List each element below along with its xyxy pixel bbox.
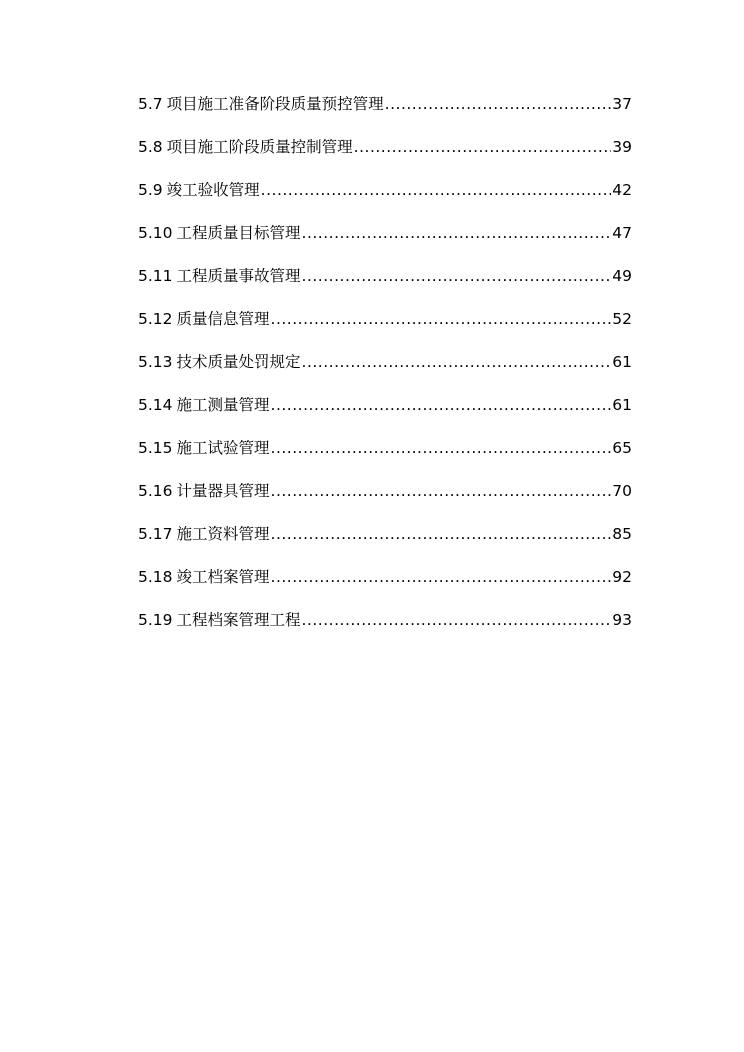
toc-entry-page: 39 [612, 138, 632, 156]
toc-entry-5-12[interactable] [138, 307, 632, 350]
toc-entry-title: 项目施工准备阶段质量预控管理 [166, 95, 384, 113]
toc-entry-5-18[interactable] [138, 565, 632, 608]
toc-entry-number: 5.14 [138, 396, 173, 414]
toc-entry-number: 5.16 [138, 482, 173, 500]
toc-dot-leader [271, 565, 612, 589]
toc-entry-page: 42 [612, 181, 632, 199]
toc-entry-title: 竣工档案管理 [176, 568, 270, 586]
toc-entry-page: 37 [612, 95, 632, 113]
toc-entry-page: 65 [612, 439, 632, 457]
toc-entry-title: 工程档案管理工程 [176, 611, 301, 629]
table-of-contents [138, 92, 632, 651]
toc-dot-leader [271, 479, 612, 503]
toc-dot-leader [302, 221, 612, 245]
toc-dot-leader [302, 350, 612, 374]
toc-entry-number: 5.12 [138, 310, 173, 328]
toc-dot-leader [302, 264, 612, 288]
toc-dot-leader [354, 135, 612, 159]
toc-entry-number: 5.8 [138, 138, 163, 156]
toc-entry-number: 5.19 [138, 611, 173, 629]
toc-entry-title: 竣工验收管理 [166, 181, 260, 199]
toc-entry-title: 施工试验管理 [176, 439, 270, 457]
toc-entry-5-16[interactable] [138, 479, 632, 522]
toc-entry-page: 52 [612, 310, 632, 328]
toc-dot-leader [271, 307, 612, 331]
toc-entry-page: 85 [612, 525, 632, 543]
toc-entry-5-10[interactable] [138, 221, 632, 264]
toc-entry-title: 工程质量事故管理 [176, 267, 301, 285]
toc-entry-title: 质量信息管理 [176, 310, 270, 328]
toc-dot-leader [385, 92, 612, 116]
toc-entry-page: 61 [612, 396, 632, 414]
toc-entry-5-11[interactable] [138, 264, 632, 307]
toc-entry-page: 93 [612, 611, 632, 629]
toc-dot-leader [302, 608, 612, 632]
toc-entry-number: 5.9 [138, 181, 163, 199]
toc-entry-page: 61 [612, 353, 632, 371]
toc-entry-title: 工程质量目标管理 [176, 224, 301, 242]
toc-entry-5-17[interactable] [138, 522, 632, 565]
toc-entry-number: 5.13 [138, 353, 173, 371]
toc-entry-5-19[interactable] [138, 608, 632, 651]
toc-entry-title: 计量器具管理 [176, 482, 270, 500]
toc-dot-leader [271, 393, 612, 417]
toc-dot-leader [271, 436, 612, 460]
toc-entry-page: 92 [612, 568, 632, 586]
toc-entry-number: 5.18 [138, 568, 173, 586]
toc-entry-title: 项目施工阶段质量控制管理 [166, 138, 353, 156]
toc-entry-number: 5.15 [138, 439, 173, 457]
toc-entry-5-7[interactable] [138, 92, 632, 135]
toc-entry-page: 49 [612, 267, 632, 285]
toc-entry-title: 技术质量处罚规定 [176, 353, 301, 371]
toc-entry-page: 47 [612, 224, 632, 242]
toc-entry-title: 施工资料管理 [176, 525, 270, 543]
toc-entry-5-13[interactable] [138, 350, 632, 393]
toc-entry-5-8[interactable] [138, 135, 632, 178]
toc-entry-number: 5.10 [138, 224, 173, 242]
toc-entry-number: 5.17 [138, 525, 173, 543]
toc-dot-leader [271, 522, 612, 546]
toc-dot-leader [261, 178, 612, 202]
toc-entry-5-9[interactable] [138, 178, 632, 221]
toc-entry-number: 5.7 [138, 95, 163, 113]
toc-entry-title: 施工测量管理 [176, 396, 270, 414]
toc-entry-page: 70 [612, 482, 632, 500]
toc-entry-number: 5.11 [138, 267, 173, 285]
toc-entry-5-14[interactable] [138, 393, 632, 436]
toc-entry-5-15[interactable] [138, 436, 632, 479]
